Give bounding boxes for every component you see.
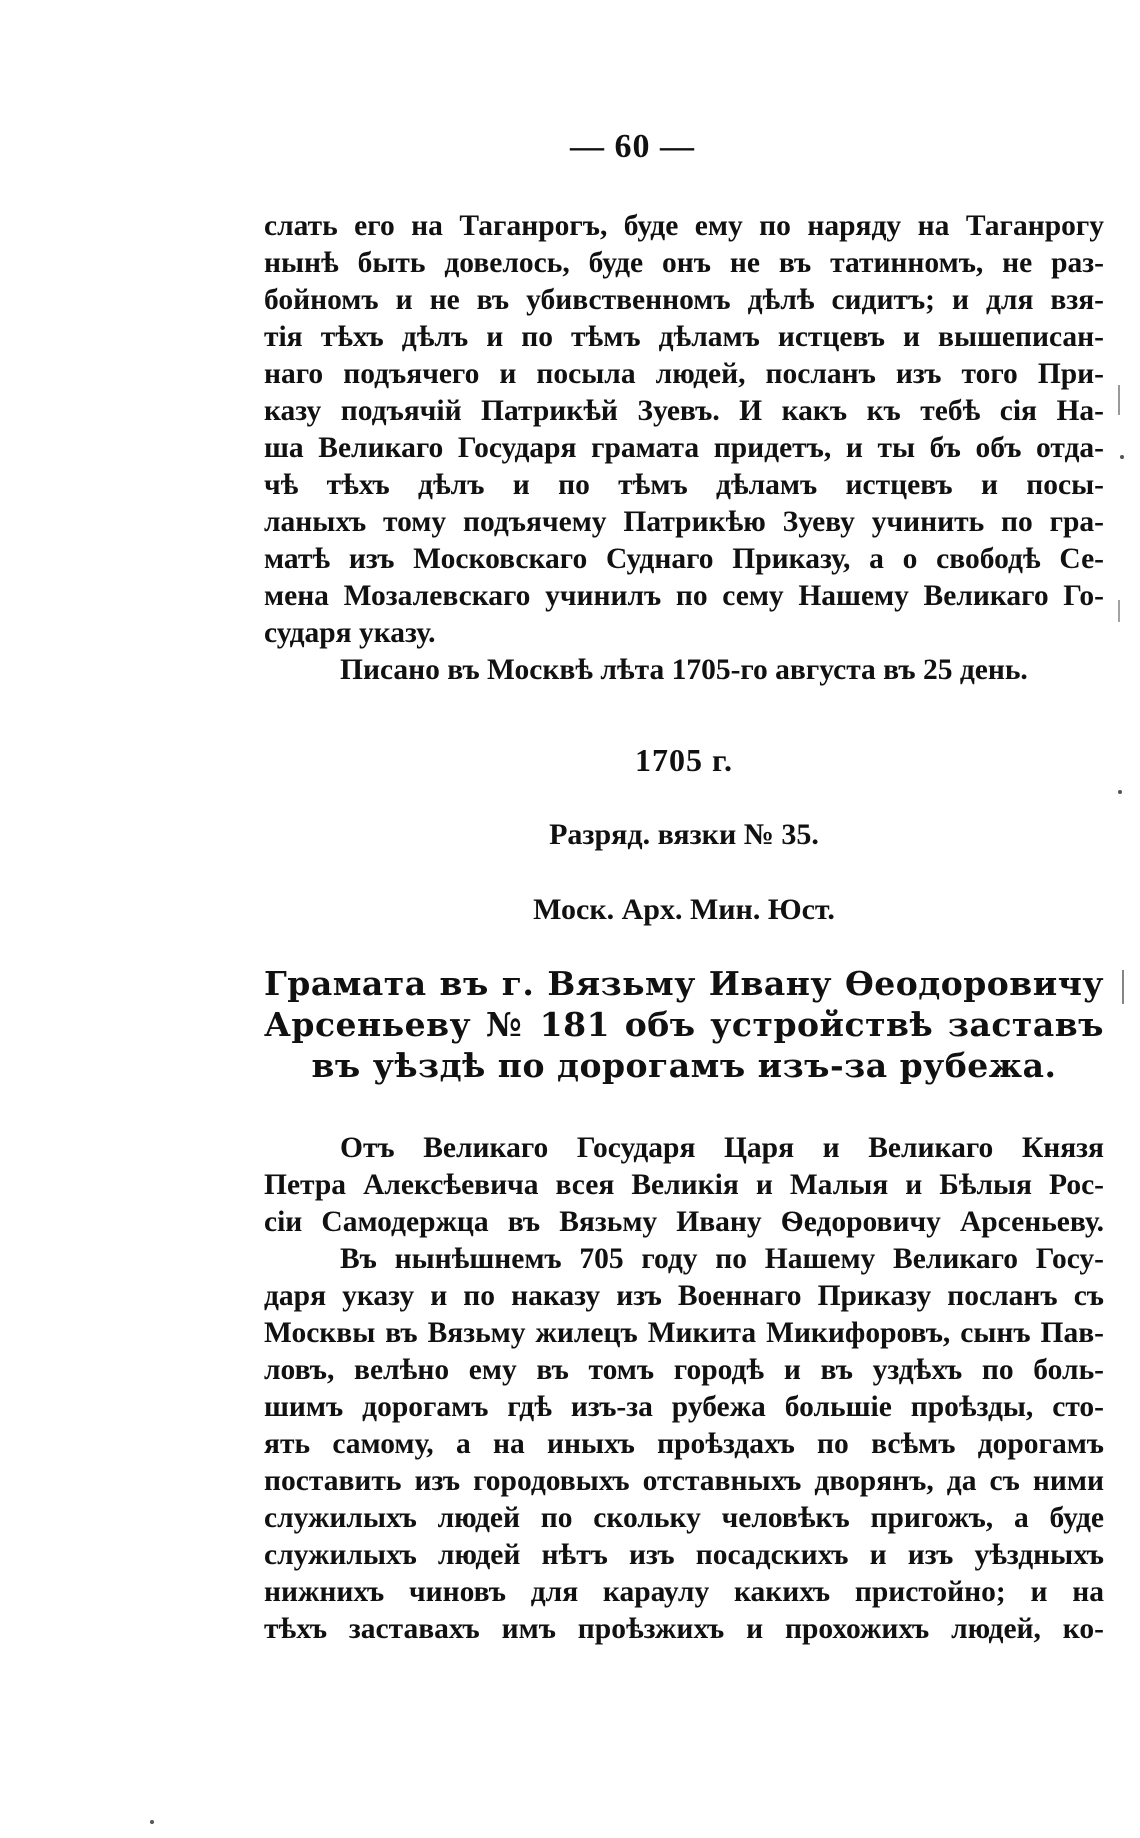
text-line: служилыхъ людей нѣтъ изъ посадскихъ и изъ уѣздныхъ	[264, 1539, 1104, 1571]
heading-line: Грамата въ г. Вязьму Ивану Ѳеодоровичу	[264, 964, 1104, 1003]
text-line: матѣ изъ Московскаго Суднаго Приказу, а о свободѣ Се-	[264, 543, 1104, 575]
text-line: ять самому, а на иныхъ проѣздахъ по всѣмъ дорогамъ	[264, 1428, 1104, 1460]
text-line: нижнихъ чиновъ для караулу какихъ пристойно; и на	[264, 1576, 1104, 1608]
text-line: тія тѣхъ дѣлъ и по тѣмъ дѣламъ истцевъ и вышеписан-	[264, 321, 1104, 353]
text-line: поставить изъ городовыхъ отставныхъ дворянъ, да съ ними	[264, 1465, 1104, 1497]
document-year: 1705 г.	[635, 742, 733, 778]
scan-margin-dot	[1120, 455, 1124, 459]
text-line: ланыхъ тому подъячему Патрикѣю Зуеву учинить по гра-	[264, 506, 1104, 538]
heading-line: Арсеньеву № 181 объ устройствѣ заставъ	[264, 1005, 1104, 1044]
text-line: казу подъячій Патрикѣй Зуевъ. И какъ къ тебѣ сія На-	[264, 395, 1104, 427]
paragraph-vyazma	[264, 1130, 1104, 1648]
archive-source: Моск. Арх. Мин. Юст.	[533, 893, 835, 926]
scan-margin-mark	[1118, 385, 1120, 415]
text-line: бойномъ и не въ убивственномъ дѣлѣ сидитъ; и для взя-	[264, 284, 1104, 316]
text-line: нынѣ быть довелось, буде онъ не въ татинномъ, не раз-	[264, 247, 1104, 279]
text-line: наго подъячего и посыла людей, посланъ изъ того При-	[264, 358, 1104, 390]
text-line: сударя указу.	[264, 617, 436, 649]
scan-margin-mark	[1118, 600, 1120, 622]
paragraph-taganrog	[264, 208, 1104, 689]
text-line: служилыхъ людей по скольку человѣкъ пригожъ, а буде	[264, 1502, 1104, 1534]
text-line: Въ нынѣшнемъ 705 году по Нашему Великаго Госу-	[340, 1243, 1104, 1275]
text-line: ловъ, велѣно ему въ томъ городѣ и въ уздѣхъ по боль-	[264, 1354, 1104, 1386]
dateline: Писано въ Москвѣ лѣта 1705-го августа въ 25 день.	[340, 654, 1028, 686]
text-line: тѣхъ заставахъ имъ проѣзжихъ и прохожихъ людей, ко-	[264, 1613, 1104, 1645]
section-heading	[264, 963, 1104, 1086]
archive-reference: Разряд. вязки № 35.	[549, 818, 819, 851]
text-line: ша Великаго Государя грамата придетъ, и ты бъ объ отда-	[264, 432, 1104, 464]
text-line: Петра Алексѣевича всея Великія и Малыя и Бѣлыя Рос-	[264, 1169, 1104, 1201]
page-number: — 60 —	[570, 128, 695, 165]
text-line: шимъ дорогамъ гдѣ изъ-за рубежа большіе проѣзды, сто-	[264, 1391, 1104, 1423]
text-line: Москвы въ Вязьму жилецъ Микита Микифоровъ, сынъ Пав-	[264, 1317, 1104, 1349]
scan-margin-dot	[150, 1820, 154, 1824]
heading-line: въ уѣздѣ по дорогамъ изъ-за рубежа.	[311, 1046, 1057, 1085]
text-line: мена Мозалевскаго учинилъ по сему Нашему Великаго Го-	[264, 580, 1104, 612]
text-line: сіи Самодержца въ Вязьму Ивану Ѳедоровичу Арсеньеву.	[264, 1206, 1104, 1238]
scan-margin-dot	[1118, 790, 1122, 794]
text-line: Отъ Великаго Государя Царя и Великаго Князя	[340, 1132, 1104, 1164]
text-line: даря указу и по наказу изъ Военнаго Приказу посланъ съ	[264, 1280, 1104, 1312]
text-line: чѣ тѣхъ дѣлъ и по тѣмъ дѣламъ истцевъ и посы-	[264, 469, 1104, 501]
scan-margin-mark	[1122, 970, 1124, 1004]
text-line: слать его на Таганрогъ, буде ему по наряду на Таганрогу	[264, 210, 1104, 242]
